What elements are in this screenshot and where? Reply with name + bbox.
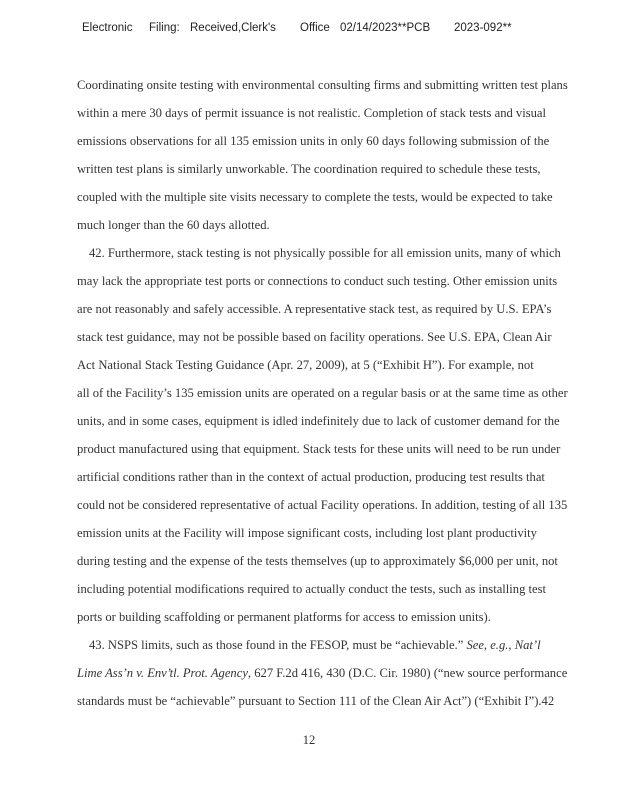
text-line: all of the Facility’s 135 emission units are operated on a regular basis or at the same time as other — [77, 386, 568, 400]
body-text — [77, 71, 592, 715]
text-line: stack test guidance, may not be possible based on facility operations. See U.S. EPA, Clean Air — [77, 330, 552, 344]
header-case-number: 2023-092** — [454, 22, 512, 34]
text-line: units, and in some cases, equipment is idled indefinitely due to lack of customer demand for the — [77, 414, 560, 428]
case-citation: , 627 F.2d 416, 430 (D.C. Cir. 1980) (“new source performance — [247, 666, 568, 680]
paragraph-43-start — [77, 631, 592, 659]
text-line: emissions observations for all 135 emission units in only 60 days following submission of the — [77, 134, 550, 148]
text-line: coupled with the multiple site visits necessary to complete the tests, would be expected to take — [77, 190, 553, 204]
text-line — [77, 659, 592, 687]
header-electronic: Electronic — [82, 22, 133, 34]
text-line: much longer than the 60 days allotted. — [77, 218, 270, 232]
text-line: including potential modifications required to actually conduct the tests, such as installing test — [77, 582, 547, 596]
text-line: product manufactured using that equipment. Stack tests for these units will need to be run under — [77, 442, 561, 456]
header-filing: Filing: — [149, 22, 180, 34]
text-line: could not be considered representative of actual Facility operations. In addition, testing of all 135 — [77, 498, 568, 512]
text-line: standards must be “achievable” pursuant to Section 111 of the Clean Air Act”) (“Exhibit I”).42 — [77, 694, 555, 708]
text-line: emission units at the Facility will impose significant costs, including lost plant productivity — [77, 526, 537, 540]
header-received-clerks: Received,Clerk's — [190, 22, 276, 34]
text-line: Act National Stack Testing Guidance (Apr. 27, 2009), at 5 (“Exhibit H”). For example, not — [77, 358, 534, 372]
filing-header — [82, 20, 558, 36]
page-number: 12 — [302, 733, 316, 747]
text-line: ports or building scaffolding or permanent platforms for access to emission units). — [77, 610, 491, 624]
text-line: within a mere 30 days of permit issuance is not realistic. Completion of stack tests and visual — [77, 106, 547, 120]
paragraph-43-text: 43. NSPS limits, such as those found in the FESOP, must be “achievable.” — [89, 638, 467, 652]
text-line: artificial conditions rather than in the context of actual production, producing test results that — [77, 470, 545, 484]
text-line: written test plans is similarly unworkable. The coordination required to schedule these tests, — [77, 162, 541, 176]
header-office: Office — [300, 22, 330, 34]
text-line: during testing and the expense of the tests themselves (up to approximately $6,000 per unit, not — [77, 554, 558, 568]
text-line: may lack the appropriate test ports or connections to conduct such testing. Other emission units — [77, 274, 558, 288]
citation-signal: See, e.g., Nat’l — [466, 638, 541, 652]
text-line: Coordinating onsite testing with environmental consulting firms and submitting written test plans — [77, 78, 568, 92]
case-name: Lime Ass’n v. Env’tl. Prot. Agency — [77, 666, 248, 680]
header-date-marker: 02/14/2023**PCB — [340, 22, 431, 34]
text-line: are not reasonably and safely accessible. A representative stack test, as required by U.S. EPA’s — [77, 302, 552, 316]
paragraph-42-start: 42. Furthermore, stack testing is not physically possible for all emission units, many of which — [89, 246, 561, 260]
